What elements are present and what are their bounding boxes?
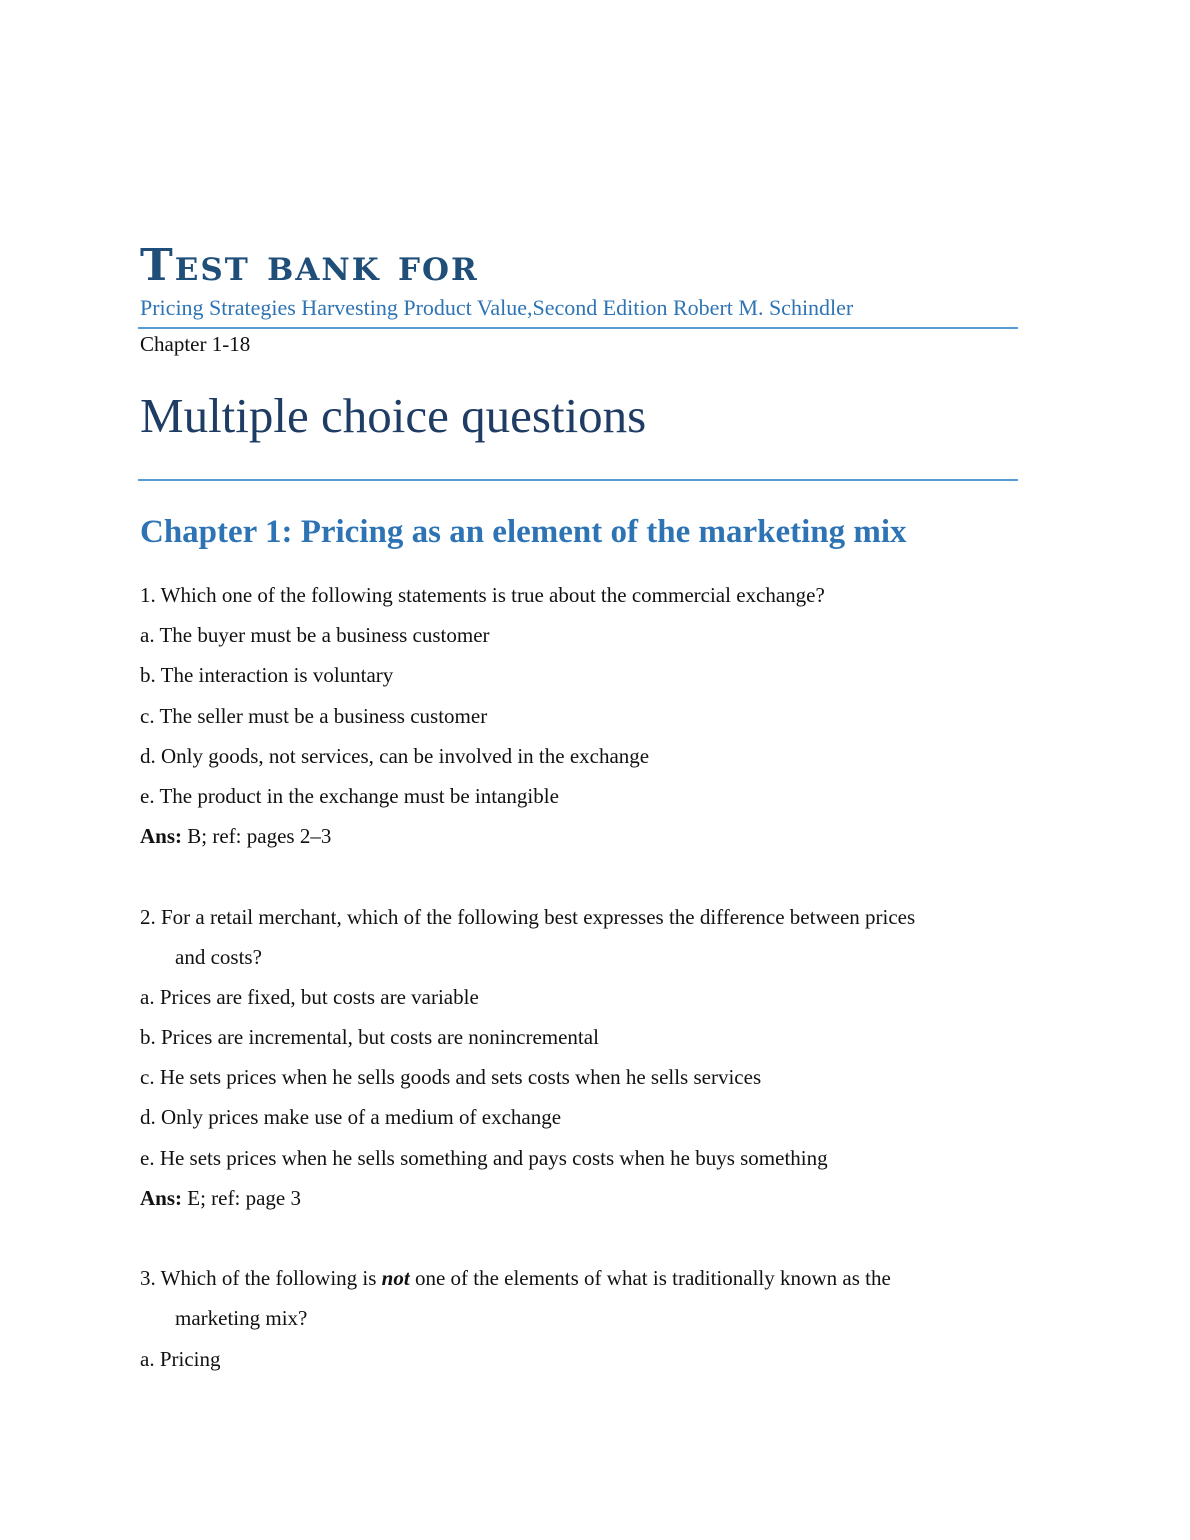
question-stem: 2. For a retail merchant, which of the following best expresses the difference between prices bbox=[140, 904, 916, 929]
answer-option: c. The seller must be a business customer bbox=[140, 703, 488, 728]
chapter-range: Chapter 1-18 bbox=[140, 332, 251, 356]
answer-option: b. Prices are incremental, but costs are nonincremental bbox=[140, 1025, 599, 1050]
chapter-heading: Chapter 1: Pricing as an element of the marketing mix bbox=[140, 514, 907, 550]
spacer bbox=[140, 1218, 1018, 1258]
question-1 bbox=[140, 575, 1018, 1379]
answer-text: B; ref: pages 2–3 bbox=[182, 824, 332, 849]
question-stem: 1. Which one of the following statements is true about the commercial exchange? bbox=[140, 583, 825, 607]
header-divider bbox=[138, 327, 1018, 329]
answer-option: a. The buyer must be a business customer bbox=[140, 623, 490, 648]
banner-title: Test bank for bbox=[140, 240, 479, 291]
answer-text: E; ref: page 3 bbox=[182, 1185, 301, 1210]
answer-option: b. The interaction is voluntary bbox=[140, 663, 394, 688]
answer-label: Ans: bbox=[140, 824, 183, 849]
question-stem-continuation: and costs? bbox=[175, 944, 262, 969]
stem-text: one of the elements of what is traditionally known as the bbox=[409, 1266, 891, 1291]
answer-option: d. Only goods, not services, can be involved in the exchange bbox=[140, 743, 650, 768]
question-stem bbox=[140, 1258, 1018, 1298]
spacer bbox=[140, 856, 1018, 896]
answer-key bbox=[140, 1178, 1018, 1218]
answer-option: d. Only prices make use of a medium of exchange bbox=[140, 1105, 562, 1130]
book-subtitle: Pricing Strategies Harvesting Product Value,Second Edition Robert M. Schindler bbox=[140, 295, 854, 320]
answer-option: a. Prices are fixed, but costs are variable bbox=[140, 984, 479, 1009]
title-divider bbox=[138, 479, 1018, 481]
stem-emphasis: not bbox=[381, 1266, 410, 1291]
answer-label: Ans: bbox=[140, 1185, 183, 1210]
answer-option: c. He sets prices when he sells goods and sets costs when he sells services bbox=[140, 1065, 762, 1090]
answer-option: e. The product in the exchange must be intangible bbox=[140, 783, 559, 808]
answer-key bbox=[140, 816, 1018, 856]
stem-text: 3. Which of the following is bbox=[140, 1266, 382, 1291]
answer-option: a. Pricing bbox=[140, 1346, 221, 1371]
answer-option: e. He sets prices when he sells something and pays costs when he buys something bbox=[140, 1145, 828, 1170]
question-stem-continuation: marketing mix? bbox=[175, 1306, 308, 1331]
main-title: Multiple choice questions bbox=[140, 388, 647, 443]
